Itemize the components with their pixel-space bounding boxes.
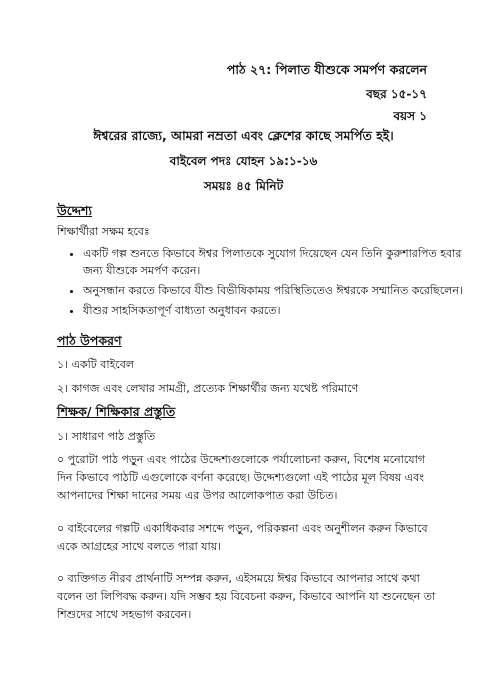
lesson-title: পাঠ ২৭: পিলাত যীশুকে সমর্পণ করলেন: [226, 62, 427, 77]
materials-heading: পাঠ উপকরণ: [57, 333, 122, 348]
objective-item: • একটি গল্প শুনতে কিভাবে ঈশ্বর পিলাতকে সুযোগ দিয়েছেন যেন তিনি কুরুশারপিত হবার জন্য যীশুকে সমর্পণ করেন।: [83, 245, 463, 279]
teacher-prep-subheading: ১। সাধারণ পাঠ প্রস্তুতি: [57, 430, 156, 443]
objectives-list: [57, 245, 463, 322]
prep-paragraph: ০ বাইবেলের গল্পটি একাধিকবার সশব্দে পড়ুন, পরিকল্পনা এবং অনুশীলন করুন কিভাবে একে আগ্রহের সাথে বলতে পারা যায়।: [57, 522, 428, 553]
main-statement: ঈশ্বরের রাজ্যে, আমরা নম্রতা এবং ক্লেশের কাছে সমর্পিত হই।: [93, 128, 394, 143]
objective-item: • অনুসন্ধান করতে কিভাবে যীশু বিভীষিকাময় পরিস্থিতিতেও ঈশ্বরকে সম্মানিত করেছিলেন।: [83, 282, 463, 299]
year-range: বছর ১৫-১৭: [366, 87, 427, 101]
prep-paragraph: ০ পুরোটা পাঠ পড়ুন এবং পাঠের উদ্দেশ্যগুলোকে পর্যালোচনা করুন, বিশেষ মনোযোগ দিন কিভাবে পাঠটি এগুলোকে বর্ণনা করেছে। উদ্দেশ্যগুলো এই পাঠের মূল বিষয় এবং আপনাদের শিক্ষা দানের সময় এর উপর আলোকপাত করা উচিত।: [57, 453, 425, 502]
bible-passage: বাইবেল পদঃ যোহন ১৯:১-১৬: [169, 154, 318, 168]
teacher-prep-heading: শিক্ষক/ শিক্ষিকার প্রস্তুতি: [57, 404, 176, 419]
age-label: বয়স ১: [393, 109, 427, 123]
objectives-intro: শিক্ষার্থীরা সক্ষম হবেঃ: [57, 225, 150, 238]
objectives-heading: উদ্দেশ্য: [57, 203, 93, 218]
prep-paragraph: ০ ব্যক্তিগত নীরব প্রার্থনাটি সম্পন্ন করুন, এইসময়ে ঈশ্বর কিভাবে আপনার সাথে কথা বলেন তা লিপিবদ্ধ করুন। যদি সম্ভব হয় বিবেচনা করুন, কিভাবে আপনি যা শুনেছেন তা শিশুদের সাথে সহভাগ করবেন।: [57, 572, 436, 621]
material-item: ১। একটি বাইবেল: [57, 358, 135, 371]
material-item: ২। কাগজ এবং লেখার সামগ্রী, প্রত্যেক শিক্ষার্থীর জন্য যথেষ্ট পরিমাণে: [57, 382, 359, 395]
lesson-time: সময়ঃ ৪৫ মিনিট: [203, 179, 284, 193]
objective-item: • যীশুর সাহসিকতাপূর্ণ বাধ্যতা অনুধাবন করতে।: [83, 302, 463, 319]
